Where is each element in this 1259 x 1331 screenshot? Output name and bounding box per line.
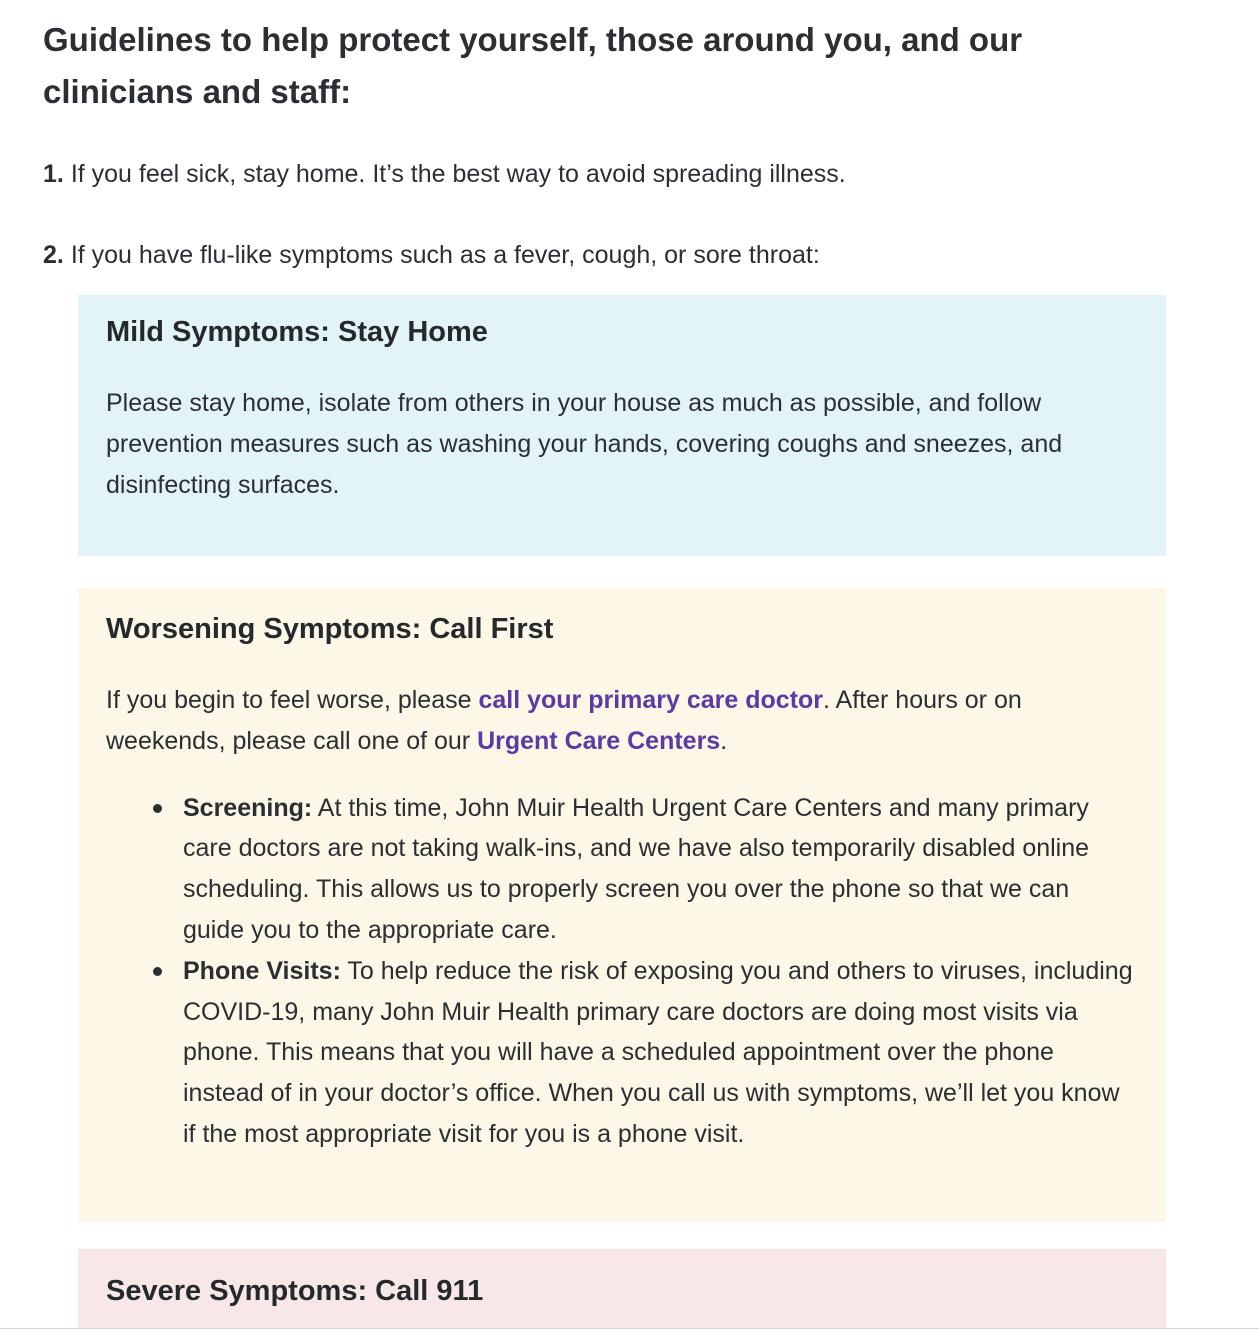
- step-number: 1.: [43, 160, 64, 188]
- bullet-label: Screening:: [183, 793, 313, 822]
- primary-care-doctor-link[interactable]: call your primary care doctor: [478, 686, 824, 714]
- worsening-symptoms-title: Worsening Symptoms: Call First: [106, 613, 554, 645]
- step-text: If you have flu-like symptoms such as a fever, cough, or sore throat:: [70, 241, 820, 269]
- intro-text: . After hours or on weekends, please call one of our: [106, 686, 1022, 755]
- mild-symptoms-body: Please stay home, isolate from others in your house as much as possible, and follow prevention measures such as washing your hands, covering coughs and sneezes, and disinfecting surfaces.: [106, 389, 1063, 499]
- severe-symptoms-title: Severe Symptoms: Call 911: [106, 1275, 484, 1307]
- page-heading: Guidelines to help protect yourself, those around you, and our clinicians and staff:: [43, 21, 1023, 110]
- bullet-text: At this time, John Muir Health Urgent Care Centers and many primary care doctors are not taking walk-ins, and we have also temporarily disabled online scheduling. This allows us to properly screen you over the phone so that we can guide you to the appropriate care.: [183, 793, 1090, 944]
- mild-symptoms-panel: [78, 295, 1166, 556]
- list-item-phone-visits: [183, 951, 1136, 1155]
- severe-symptoms-panel: [78, 1249, 1166, 1329]
- bullet-dot-icon: [153, 804, 162, 813]
- guideline-step-2: [43, 238, 820, 272]
- worsening-symptoms-panel: [78, 588, 1166, 1222]
- worsening-bullet-list: [106, 788, 1136, 1155]
- step-number: 2.: [43, 241, 64, 269]
- intro-text: If you begin to feel worse, please: [106, 686, 479, 714]
- mild-symptoms-title: Mild Symptoms: Stay Home: [106, 316, 488, 348]
- bullet-dot-icon: [153, 967, 162, 976]
- urgent-care-centers-link[interactable]: Urgent Care Centers: [477, 726, 721, 755]
- bullet-label: Phone Visits:: [183, 956, 341, 985]
- guideline-step-1: [43, 157, 846, 191]
- list-item-screening: [183, 788, 1136, 951]
- step-text: If you feel sick, stay home. It’s the best way to avoid spreading illness.: [70, 160, 846, 188]
- intro-text: .: [720, 726, 728, 755]
- bullet-text: To help reduce the risk of exposing you and others to viruses, including COVID-19, many John Muir Health primary care doctors are doing most visits via phone. This means that you will have a scheduled appointment over the phone instead of in your doctor’s office. When you call us with symptoms, we’ll let you know if the most appropriate visit for you is a phone visit.: [183, 956, 1133, 1148]
- worsening-symptoms-intro: [106, 680, 1136, 762]
